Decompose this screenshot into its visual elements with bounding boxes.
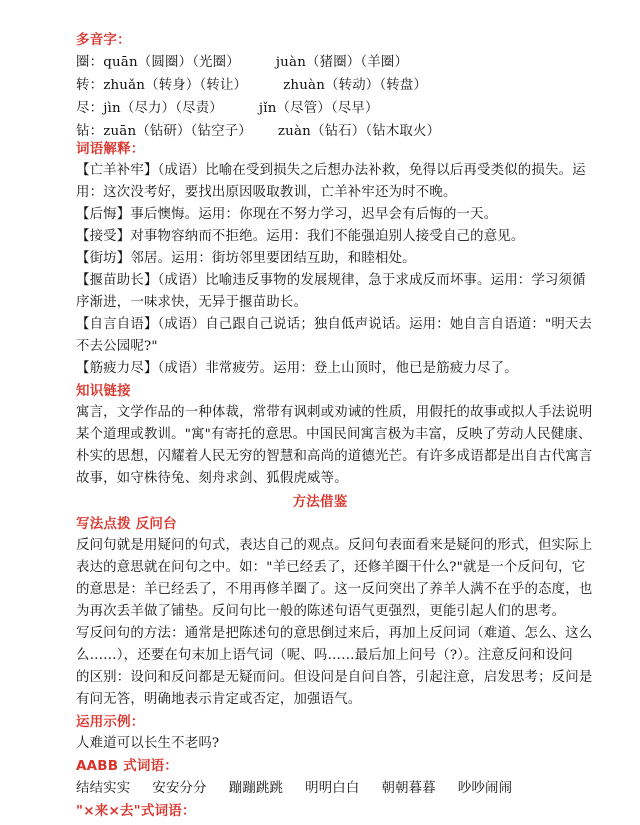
polyphone-char: 转： (76, 78, 104, 93)
aabb-word: 吵吵闹闹 (457, 781, 513, 796)
polyphone-reading-1: jìn（尽力）（尽责） (103, 101, 223, 116)
x-come-x-go-heading: "×来×去"式词语： (76, 803, 196, 819)
knowledge-line: 某个道理或教训。"寓"有寄托的意思。中国民间寓言极为丰富，反映了劳动人民健康、 (76, 427, 592, 442)
aabb-word-list (76, 779, 512, 799)
knowledge-line: 故事，如守株待兔、刻舟求剑、狐假虎威等。 (76, 471, 348, 486)
polyphone-row (76, 76, 427, 96)
method-line: 为再次丢羊做了铺垫。反问句比一般的陈述句语气更强烈，更能引起人们的思考。 (76, 604, 566, 619)
polyphone-row (76, 53, 408, 73)
examples-heading: 运用示例： (76, 714, 145, 730)
method-line: 有问无答，明确地表示肯定或否定，加强语气。 (76, 692, 362, 707)
aabb-word: 结结实实 (76, 781, 131, 796)
knowledge-line: 朴实的思想，闪耀着人民无穷的智慧和高尚的道德光芒。有许多成语都是出自古代寓言 (76, 449, 593, 464)
vocab-line: 【亡羊补牢】（成语）比喻在受到损失之后想办法补救，免得以后再受类似的损失。运 (76, 163, 586, 178)
polyphone-reading-1: quān（圆圈）（光圈） (103, 55, 240, 70)
aabb-heading: AABB 式词语： (76, 758, 178, 774)
polyphone-reading-2: zuàn（钻石）（钻木取火） (277, 124, 441, 139)
vocab-line: 【接受】对事物容纳而不拒绝。运用：我们不能强迫别人接受自己的意见。 (76, 229, 525, 244)
vocab-line: 【街坊】邻居。运用：街坊邻里要团结互助，和睦相处。 (76, 251, 416, 266)
polyphone-row (76, 99, 379, 119)
vocab-line: 不去公园呢?" (76, 339, 158, 354)
method-line: 的意思是：羊已经丢了，不用再修羊圈了。这一反问突出了养羊人满不在乎的态度，也 (76, 582, 593, 597)
polyphone-reading-1: zuān（钻研）（钻空子） (103, 124, 252, 139)
vocab-heading: 词语解释： (76, 141, 145, 157)
method-line: 反问句就是用疑问的句式，表达自己的观点。反问句表面看来是疑问的形式，但实际上 (76, 538, 593, 553)
method-heading: 方法借鉴 (292, 494, 348, 510)
polyphone-reading-1: zhuǎn（转身）（转让） (103, 78, 248, 93)
polyphone-char: 尽： (76, 101, 104, 116)
vocab-line: 序渐进，一味求快，无异于揠苗助长。 (76, 295, 308, 310)
vocab-line: 【后悔】事后懊悔。运用：你现在不努力学习，迟早会有后悔的一天。 (76, 207, 498, 222)
method-line: 表达的意思就在问句之中。如："羊已经丢了，还修羊圈干什么?"就是一个反问句，它 (76, 560, 586, 575)
method-line: 么……），还要在句末加上语气词（呢、吗……最后加上问号（?）。注意反问和设问 (76, 648, 573, 663)
polyphone-char: 钻： (76, 124, 104, 139)
aabb-word: 蹦蹦跳跳 (228, 781, 284, 796)
polyphones-heading: 多音字： (76, 32, 131, 48)
aabb-word: 安安分分 (152, 781, 207, 796)
vocab-line: 【自言自语】（成语）自己跟自己说话；独自低声说话。运用：她自言自语道："明天去 (76, 317, 593, 332)
knowledge-line: 寓言，文学作品的一种体裁，常带有讽刺或劝诫的性质，用假托的故事或拟人手法说明 (76, 405, 593, 420)
polyphone-reading-2: zhuàn（转动）（转盘） (283, 78, 428, 93)
polyphone-reading-2: jǐn（尽管）（尽早） (258, 101, 379, 116)
vocab-line: 【筋疲力尽】（成语）非常疲劳。运用：登上山顶时，他已是筋疲力尽了。 (76, 361, 518, 376)
knowledge-heading: 知识链接 (76, 383, 131, 399)
method-subheading: 写法点拨 反问台 (76, 516, 177, 532)
method-line: 写反问句的方法：通常是把陈述句的意思倒过来后，再加上反问词（难道、怎么、这么 (76, 626, 593, 641)
method-line: 的区别：设问和反问都是无疑而问。但设问是自问自答，引起注意，启发思考；反问是 (76, 670, 593, 685)
polyphone-reading-2: juàn（猪圈）（羊圈） (275, 55, 409, 70)
example-sentence: 人难道可以长生不老吗? (76, 736, 220, 751)
polyphone-char: 圈： (76, 55, 104, 70)
aabb-word: 明明白白 (305, 781, 360, 796)
vocab-line: 【揠苗助长】（成语）比喻违反事物的发展规律，急于求成反而坏事。运用：学习须循 (76, 273, 586, 288)
aabb-word: 朝朝暮暮 (381, 781, 436, 796)
vocab-line: 用：这次没考好，要找出原因吸取教训，亡羊补牢还为时不晚。 (76, 185, 457, 200)
